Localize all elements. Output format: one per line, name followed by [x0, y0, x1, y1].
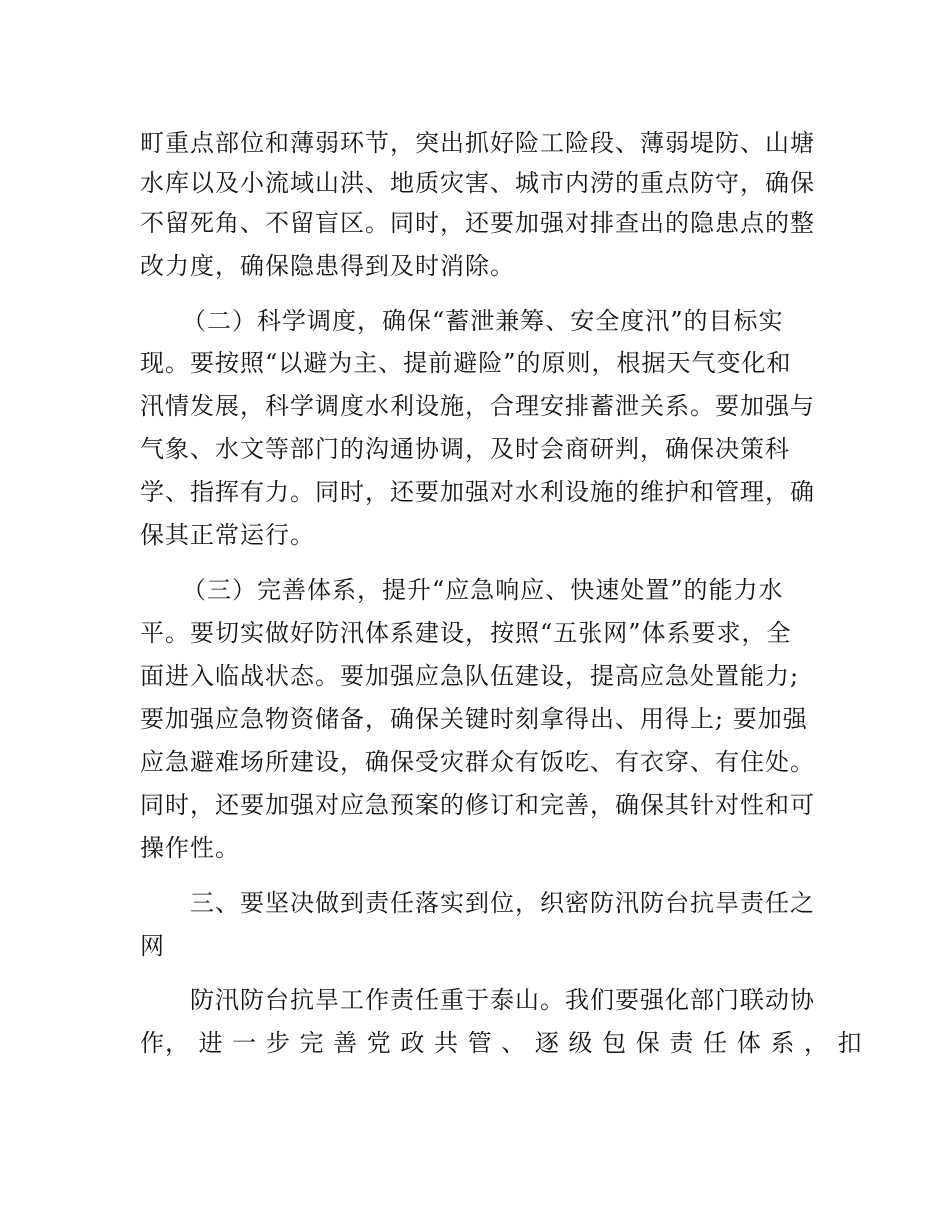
section-3-first-line: （三）完善体系，提升“应急响应、快速处置”的能力水 — [182, 576, 784, 604]
section-heading: 三、要坚决做到责任落实到位，织密防汛防台抗旱责任之 — [190, 889, 815, 917]
paragraph-line: 汛情发展，科学调度水利设施，合理安排蓄泄关系。要加强与 — [140, 392, 815, 420]
section-2-first-line: （二）科学调度，确保“蓄泄兼筹、安全度汛”的目标实 — [182, 307, 784, 335]
section-heading-continuation: 网 — [140, 932, 165, 960]
paragraph-line: 保其正常运行。 — [140, 521, 315, 549]
paragraph-line: 面进入临战状态。要加强应急队伍建设，提高应急处置能力; — [140, 662, 800, 690]
paragraph-line: 同时，还要加强对应急预案的修订和完善，确保其针对性和可 — [140, 791, 815, 819]
paragraph-line: 气象、水文等部门的沟通协调，及时会商研判，确保决策科 — [140, 435, 790, 463]
paragraph-line: 学、指挥有力。同时，还要加强对水利设施的维护和管理，确 — [140, 478, 815, 506]
paragraph-first-line: 防汛防台抗旱工作责任重于泰山。我们要强化部门联动协 — [190, 986, 815, 1014]
paragraph-line: 作， 进 一 步 完 善 党 政 共 管 、 逐 级 包 保 责 任 体 系 ， 扣 — [140, 1029, 863, 1057]
paragraph-line: 町重点部位和薄弱环节，突出抓好险工险段、薄弱堤防、山塘 — [140, 129, 815, 157]
paragraph-line: 不留死角、不留盲区。同时，还要加强对排查出的隐患点的整 — [140, 209, 815, 237]
paragraph-line: 应急避难场所建设，确保受灾群众有饭吃、有衣穿、有住处。 — [140, 748, 815, 776]
paragraph-line: 平。要切实做好防汛体系建设，按照“五张网”体系要求，全 — [140, 619, 792, 647]
paragraph-line: 改力度，确保隐患得到及时消除。 — [140, 252, 515, 280]
paragraph-line: 要加强应急物资储备，确保关键时刻拿得出、用得上; 要加强 — [140, 705, 808, 733]
paragraph-line: 现。要按照“以避为主、提前避险”的原则，根据天气变化和 — [140, 349, 792, 377]
paragraph-line: 水库以及小流域山洪、地质灾害、城市内涝的重点防守，确保 — [140, 169, 815, 197]
paragraph-line: 操作性。 — [140, 834, 240, 862]
